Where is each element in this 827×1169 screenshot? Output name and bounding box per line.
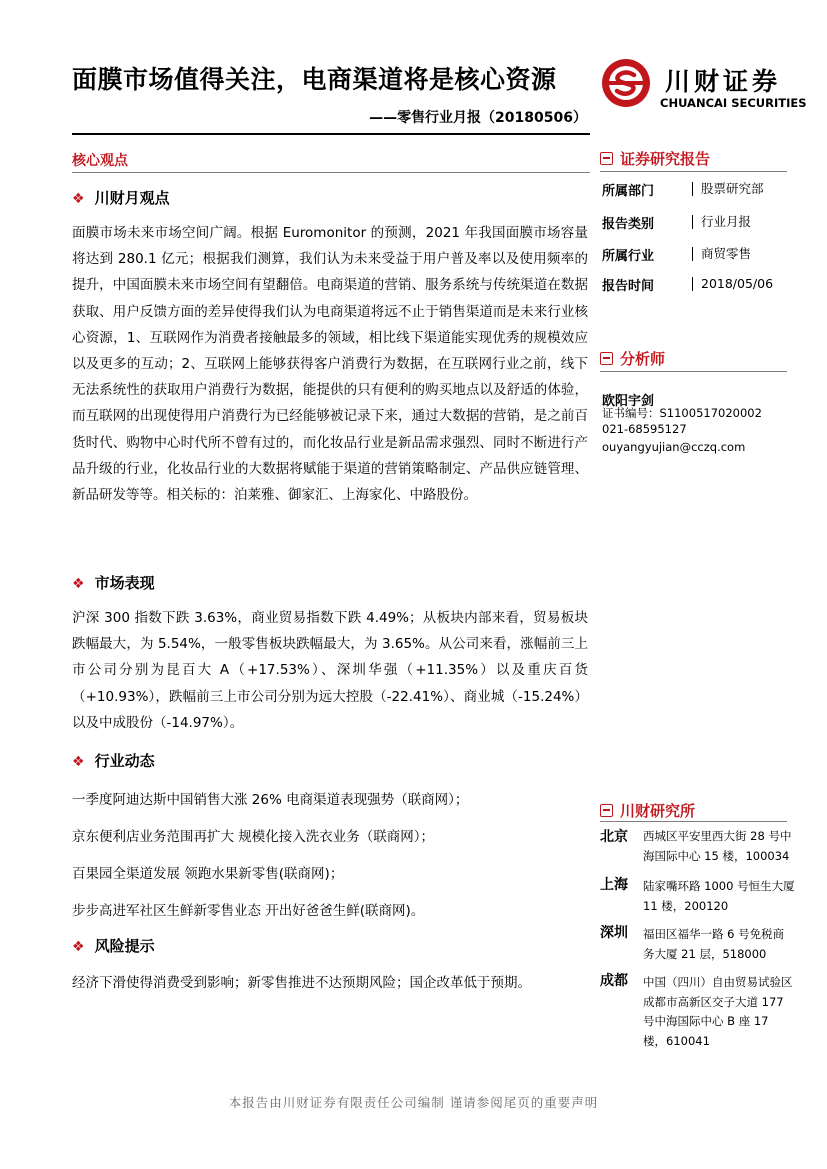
info-value-category: 行业月报	[692, 215, 751, 229]
office-city: 深圳	[600, 925, 628, 941]
news-item: 百果园全渠道发展 领跑水果新零售(联商网)；	[72, 866, 344, 882]
news-item: 京东便利店业务范围再扩大 规模化接入洗衣业务（联商网）；	[72, 829, 435, 845]
info-label-department: 所属部门	[602, 184, 655, 199]
report-title: 面膜市场值得关注，电商渠道将是核心资源	[72, 65, 557, 94]
market-paragraph: 沪深 300 指数下跌 3.63%，商业贸易指数下跌 4.49%；从板块内部来看，贸易板块跌幅最大，为 5.54%，一般零售板块跌幅最大，为 3.65%。从公司来看，涨幅前三上市公司分别为昆百大 A（+17.53%）、深圳华强（+11.35%）以及重庆百货（+10.93%），跌幅前三上市公司分别为远大控股（-22.41%）、商业城（-15.24%）以及中成股份（-14.97%）。	[72, 610, 588, 731]
section-heading-industry-news: ❖ 行业动态	[72, 752, 155, 770]
section-heading-risk: ❖ 风险提示	[72, 937, 155, 955]
diamond-bullet-icon: ❖	[72, 191, 85, 207]
core-view-label: 核心观点	[72, 153, 128, 169]
monthly-view-paragraph: 面膜市场未来市场空间广阔。根据 Euromonitor 的预测，2021 年我国面膜市场容量将达到 280.1 亿元；根据我们测算，我们认为未来受益于用户普及率以及使用频率的提升，中国面膜未来市场空间有望翻倍。电商渠道的营销、服务系统与传统渠道在数据获取、用户反馈方面的差异使得我们认为电商渠道将远不止于销售渠道而是未来行业核心资源，1、互联网作为消费者接触最多的领域，相比线下渠道能实现优秀的规模效应以及更多的互动；2、互联网上能够获得客户消费行为数据，在互联网行业之前，线下无法系统性的获取用户消费行为数据，能提供的只有便利的购买地点以及舒适的体验，而互联网的出现使得用户消费行为已经能够被记录下来，通过大数据的营销，是之前百货时代、购物中心时代所不曾有过的，而化妆品行业是新品需求强烈、同时不断进行产品升级的行业，化妆品行业的大数据将赋能于渠道的营销策略制定、产品供应链管理、新品研发等等。相关标的：泊莱雅、御家汇、上海家化、中路股份。	[72, 225, 588, 504]
institute-heading: 川财研究所	[600, 800, 695, 821]
office-address: 陆家嘴环路 1000 号恒生大厦 11 楼，200120	[643, 879, 795, 913]
info-value-industry: 商贸零售	[692, 247, 751, 261]
analyst-cert: 证书编号：S1100517020002	[602, 406, 762, 420]
analyst-heading: 分析师	[600, 348, 665, 369]
analyst-email: ouyangyujian@cczq.com	[602, 440, 746, 454]
section-marker-icon	[600, 352, 613, 365]
office-address: 福田区福华一路 6 号免税商务大厦 21 层，518000	[643, 927, 785, 961]
news-item: 一季度阿迪达斯中国销售大涨 26% 电商渠道表现强势（联商网）；	[72, 792, 469, 808]
office-city: 上海	[600, 877, 628, 893]
section-marker-icon	[600, 804, 613, 817]
analyst-divider	[600, 371, 787, 372]
report-subtitle: ——零售行业月报（20180506）	[369, 110, 587, 126]
header-divider	[72, 133, 590, 135]
chuancai-logo-icon	[600, 57, 652, 109]
institute-divider	[600, 821, 787, 822]
logo-chinese-name: 川财证券	[665, 67, 782, 96]
report-info-divider	[600, 171, 787, 172]
office-city: 北京	[600, 829, 628, 845]
office-address: 西城区平安里西大街 28 号中海国际中心 15 楼，100034	[643, 829, 792, 863]
info-label-category: 报告类别	[602, 217, 655, 232]
info-label-industry: 所属行业	[602, 249, 655, 264]
section-marker-icon	[600, 152, 613, 165]
analyst-name: 欧阳宇剑	[602, 394, 655, 409]
risk-text: 经济下滑使得消费受到影响；新零售推进不达预期风险；国企改革低于预期。	[72, 975, 531, 991]
diamond-bullet-icon: ❖	[72, 754, 85, 770]
info-label-date: 报告时间	[602, 279, 655, 294]
info-value-department: 股票研究部	[692, 182, 764, 196]
office-address: 中国（四川）自由贸易试验区成都市高新区交子大道 177 号中海国际中心 B 座 17 楼，610041	[643, 975, 793, 1048]
section-heading-market: ❖ 市场表现	[72, 574, 155, 592]
page-footer-disclaimer: 本报告由川财证券有限责任公司编制 谨请参阅尾页的重要声明	[228, 1095, 599, 1110]
office-city: 成都	[600, 973, 628, 989]
diamond-bullet-icon: ❖	[72, 939, 85, 955]
report-info-heading: 证券研究报告	[600, 148, 710, 169]
logo-english-name: CHUANCAI SECURITIES	[660, 96, 807, 110]
info-value-date: 2018/05/06	[692, 277, 773, 291]
analyst-phone: 021-68595127	[602, 422, 687, 436]
diamond-bullet-icon: ❖	[72, 576, 85, 592]
section-heading-monthly-view: ❖ 川财月观点	[72, 189, 170, 207]
news-item: 步步高进军社区生鲜新零售业态 开出好爸爸生鲜(联商网)。	[72, 903, 425, 919]
core-divider	[72, 172, 590, 173]
